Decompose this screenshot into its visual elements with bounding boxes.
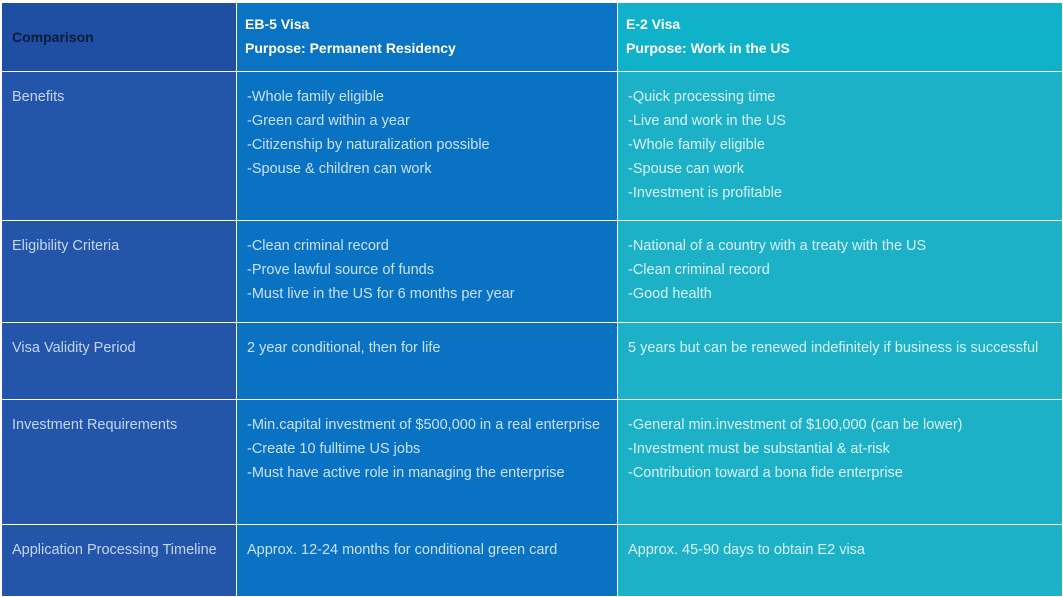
list-item: -Create 10 fulltime US jobs xyxy=(247,441,421,457)
list-item: 2 year conditional, then for life xyxy=(247,340,441,356)
table-row-eligibility xyxy=(2,221,1063,323)
header-comparison: Comparison xyxy=(2,3,237,72)
table-row-investment xyxy=(2,400,1063,525)
list-item: -Investment is profitable xyxy=(628,185,782,201)
e2-purpose: Purpose: Work in the US xyxy=(626,40,790,56)
e2-cell xyxy=(618,400,1063,525)
list-item: -National of a country with a treaty with the US xyxy=(628,238,927,254)
list-item: -Green card within a year xyxy=(247,113,410,129)
list-item: -Quick processing time xyxy=(628,89,776,105)
e2-cell xyxy=(618,323,1063,400)
list-item: -Must have active role in managing the enterprise xyxy=(247,465,565,481)
list-item: -Citizenship by naturalization possible xyxy=(247,137,490,153)
list-item: -Min.capital investment of $500,000 in a real enterprise xyxy=(247,417,601,433)
eb5-cell xyxy=(237,400,618,525)
eb5-cell xyxy=(237,323,618,400)
header-e2 xyxy=(618,3,1063,72)
list-item: -Whole family eligible xyxy=(628,137,765,153)
header-eb5 xyxy=(237,3,618,72)
list-item: -Contribution toward a bona fide enterprise xyxy=(628,465,903,481)
list-item: -Must live in the US for 6 months per year xyxy=(247,286,515,302)
list-item: -Live and work in the US xyxy=(628,113,786,129)
row-label: Investment Requirements xyxy=(2,400,237,525)
list-item: -Spouse & children can work xyxy=(247,161,432,177)
row-label: Benefits xyxy=(2,72,237,221)
eb5-title: EB-5 Visa xyxy=(245,16,310,32)
eb5-cell xyxy=(237,72,618,221)
list-item: -Clean criminal record xyxy=(247,238,389,254)
list-item: 5 years but can be renewed indefinitely if business is successful xyxy=(628,340,1039,356)
e2-cell xyxy=(618,525,1063,597)
list-item: Approx. 12-24 months for conditional green card xyxy=(247,542,558,558)
table-row-processing xyxy=(2,525,1063,597)
list-item: -Investment must be substantial & at-risk xyxy=(628,441,890,457)
row-label: Eligibility Criteria xyxy=(2,221,237,323)
list-item: -Clean criminal record xyxy=(628,262,770,278)
table-row-validity xyxy=(2,323,1063,400)
list-item: -Prove lawful source of funds xyxy=(247,262,434,278)
list-item: -Good health xyxy=(628,286,712,302)
e2-cell xyxy=(618,221,1063,323)
e2-title: E-2 Visa xyxy=(626,16,681,32)
e2-cell xyxy=(618,72,1063,221)
eb5-purpose: Purpose: Permanent Residency xyxy=(245,40,456,56)
eb5-cell xyxy=(237,221,618,323)
list-item: Approx. 45-90 days to obtain E2 visa xyxy=(628,542,865,558)
header-row xyxy=(2,3,1063,72)
list-item: -General min.investment of $100,000 (can be lower) xyxy=(628,417,963,433)
row-label: Visa Validity Period xyxy=(2,323,237,400)
row-label: Application Processing Timeline xyxy=(2,525,237,597)
eb5-cell xyxy=(237,525,618,597)
list-item: -Whole family eligible xyxy=(247,89,384,105)
visa-comparison-table xyxy=(1,2,1063,597)
list-item: -Spouse can work xyxy=(628,161,745,177)
table-row-benefits xyxy=(2,72,1063,221)
